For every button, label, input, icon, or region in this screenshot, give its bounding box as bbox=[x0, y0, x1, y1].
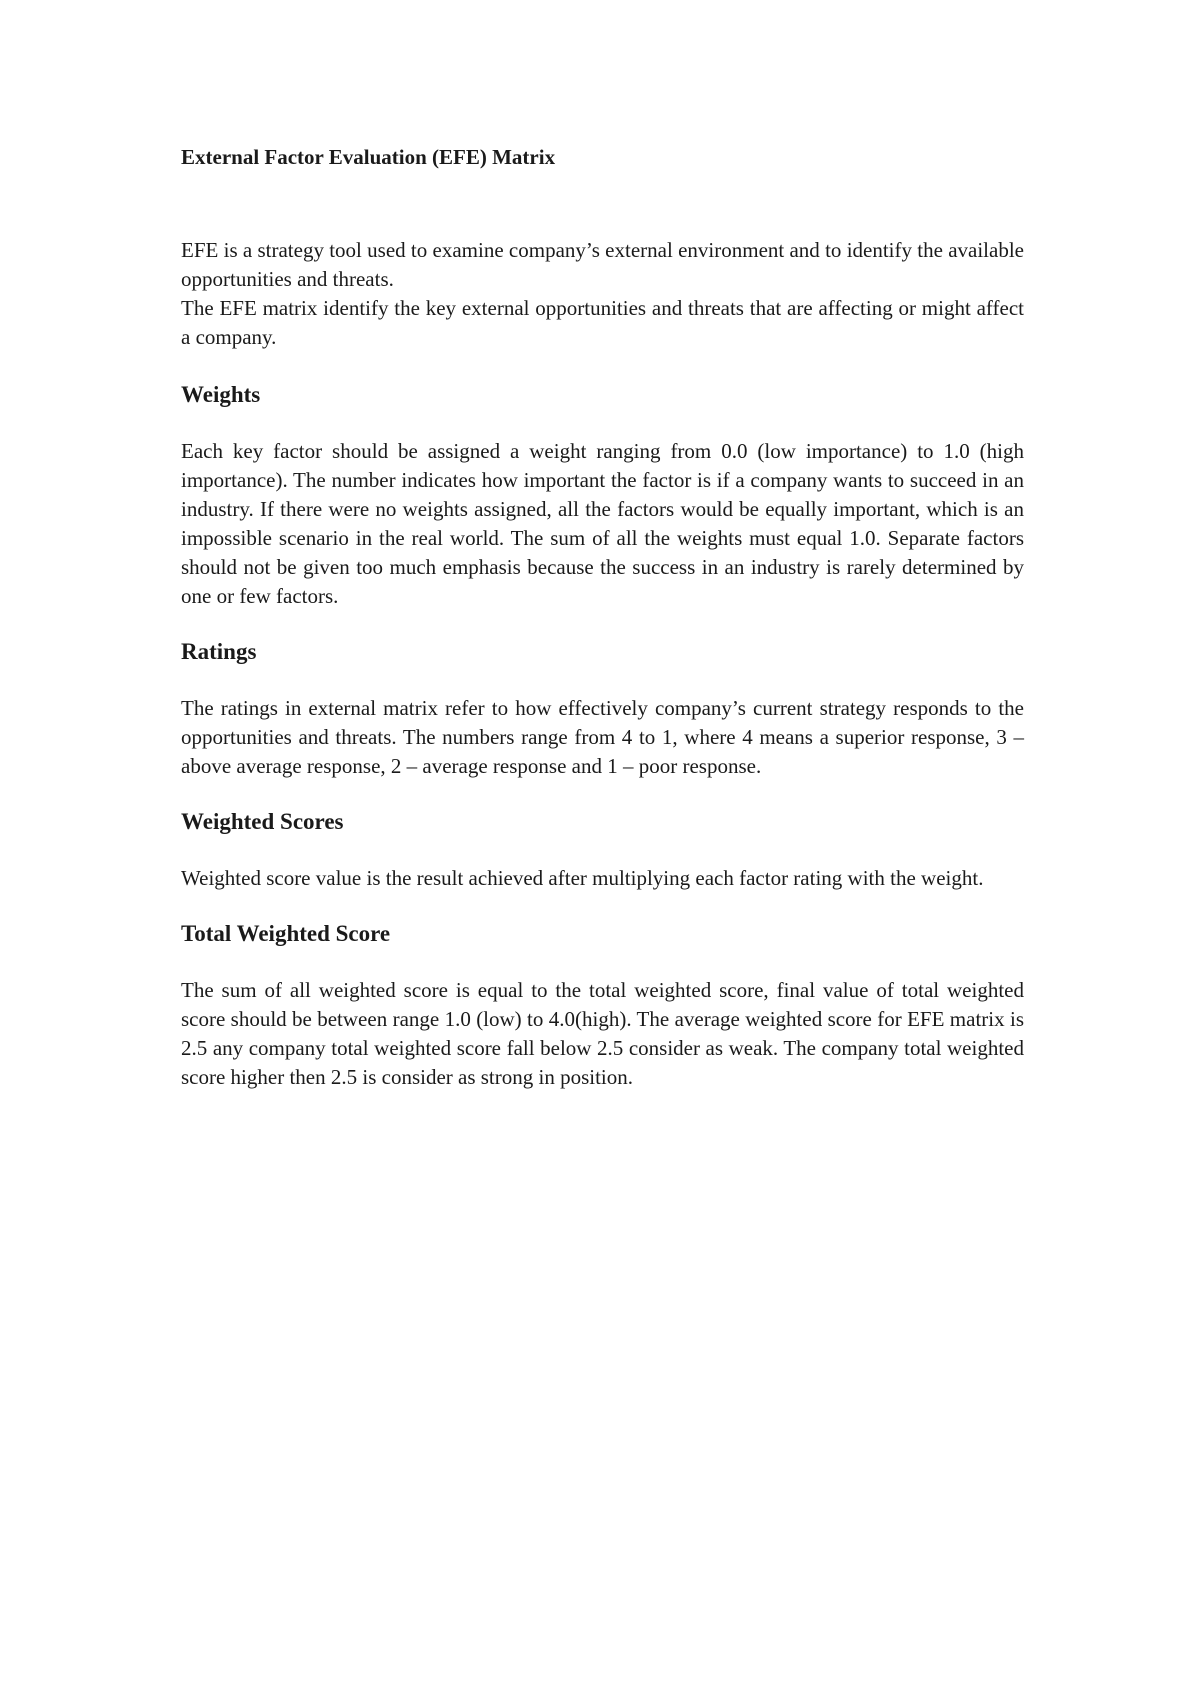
intro-paragraph: EFE is a strategy tool used to examine company’s external environment and to identify the available opportunities and threats. bbox=[181, 238, 1024, 291]
intro-section bbox=[181, 236, 1024, 352]
section-body-total-weighted-score: The sum of all weighted score is equal to the total weighted score, final value of total weighted score should be between range 1.0 (low) to 4.0(high). The average weighted score for EFE matrix is 2.5 any company total weighted score fall below 2.5 consider as weak. The company total weighted score higher then 2.5 is consider as strong in position. bbox=[181, 978, 1024, 1089]
section-heading-weighted-scores: Weighted Scores bbox=[181, 809, 344, 834]
section-heading-ratings: Ratings bbox=[181, 639, 257, 664]
section-heading-weights: Weights bbox=[181, 382, 261, 407]
section-body-weighted-scores: Weighted score value is the result achieved after multiplying each factor rating with the weight. bbox=[181, 866, 984, 890]
document-body bbox=[181, 143, 1024, 1092]
intro-paragraph: The EFE matrix identify the key external opportunities and threats that are affecting or might affect a company. bbox=[181, 296, 1024, 349]
section-body-ratings: The ratings in external matrix refer to how effectively company’s current strategy responds to the opportunities and threats. The numbers range from 4 to 1, where 4 means a superior response, 3 – above average response, 2 – average response and 1 – poor response. bbox=[181, 696, 1024, 778]
document-title: External Factor Evaluation (EFE) Matrix bbox=[181, 145, 556, 169]
section-heading-total-weighted-score: Total Weighted Score bbox=[181, 921, 391, 946]
section-body-weights: Each key factor should be assigned a weight ranging from 0.0 (low importance) to 1.0 (high importance). The number indicates how important the factor is if a company wants to succeed in an industry. If there were no weights assigned, all the factors would be equally important, which is an impossible scenario in the real world. The sum of all the weights must equal 1.0. Separate factors should not be given too much emphasis because the success in an industry is rarely determined by one or few factors. bbox=[181, 439, 1024, 608]
